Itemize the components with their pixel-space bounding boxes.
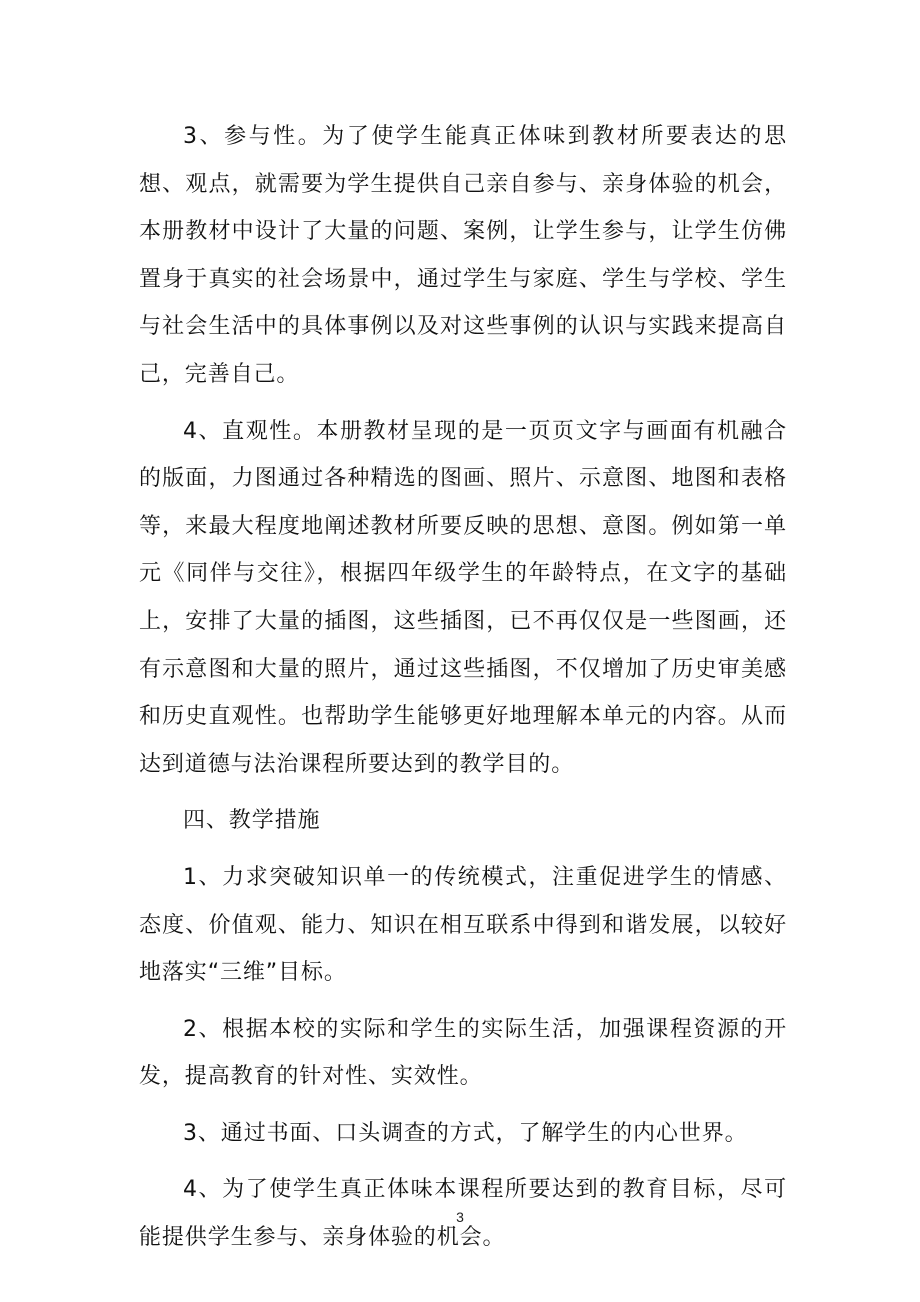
section-heading-teaching-measures: 四、教学措施 — [183, 808, 321, 834]
document-body — [139, 113, 787, 1271]
paragraph-measure-1: 1、力求突破知识单一的传统模式，注重促进学生的情感、态度、价值观、能力、知识在相互联系中得到和谐发展，以较好地落实“三维”目标。 — [139, 864, 787, 986]
paragraph-measure-4: 4、为了使学生真正体味本课程所要达到的教育目标，尽可能提供学生参与、亲身体验的机会。 — [139, 1177, 787, 1251]
paragraph-participation: 3、参与性。为了使学生能真正体味到教材所要表达的思想、观点，就需要为学生提供自己亲自参与、亲身体验的机会，本册教材中设计了大量的问题、案例，让学生参与，让学生仿佛置身于真实的社会场景中，通过学生与家庭、学生与学校、学生与社会生活中的具体事例以及对这些事例的认识与实践来提高自己，完善自己。 — [139, 124, 787, 387]
paragraph-intuitiveness: 4、直观性。本册教材呈现的是一页页文字与画面有机融合的版面，力图通过各种精选的图画、照片、示意图、地图和表格等，来最大程度地阐述教材所要反映的思想、意图。例如第一单元《同伴与交往》，根据四年级学生的年龄特点，在文字的基础上，安排了大量的插图，这些插图，已不再仅仅是一些图画，还有示意图和大量的照片，通过这些插图，不仅增加了历史审美感和历史直观性。也帮助学生能够更好地理解本单元的内容。从而达到道德与法治课程所要达到的教学目的。 — [139, 418, 787, 777]
paragraph-measure-2: 2、根据本校的实际和学生的实际生活，加强课程资源的开发，提高教育的针对性、实效性。 — [139, 1016, 787, 1090]
paragraph-measure-3: 3、通过书面、口头调查的方式，了解学生的内心世界。 — [183, 1120, 748, 1146]
page-number: 3 — [456, 1209, 464, 1225]
